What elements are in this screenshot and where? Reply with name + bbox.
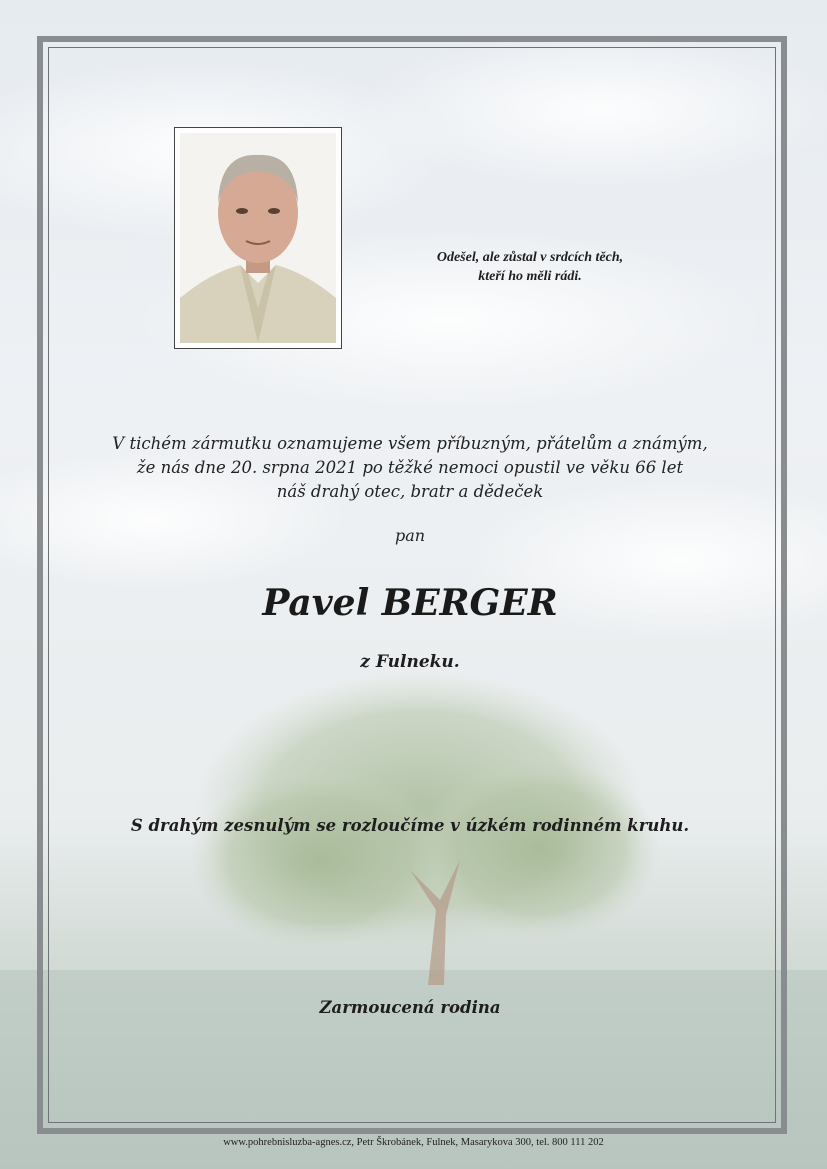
honorific: pan: [394, 526, 426, 545]
deceased-origin: z Fulneku.: [360, 652, 460, 672]
motto-line: Odešel, ale zůstal v srdcích těch,: [436, 250, 624, 265]
family-signature: Zarmoucená rodina: [319, 998, 501, 1017]
portrait-photo: [174, 127, 342, 349]
farewell-notice: S drahým zesnulým se rozloučíme v úzkém rodinném kruhu.: [130, 816, 690, 835]
footer-contact: www.pohrebnisluzba-agnes.cz, Petr Škrobánek, Fulnek, Masarykova 300, tel. 800 111 202: [223, 1137, 604, 1148]
announcement-line: náš drahý otec, bratr a dědeček: [276, 482, 544, 501]
deceased-name: Pavel BERGER: [262, 582, 558, 624]
motto-line: kteří ho měli rádi.: [478, 269, 582, 284]
announcement-line: že nás dne 20. srpna 2021 po těžké nemoci opustil ve věku 66 let: [136, 458, 684, 477]
announcement-text: [60, 432, 760, 504]
portrait-image: [180, 133, 336, 343]
announcement-line: V tichém zármutku oznamujeme všem příbuzným, přátelům a známým,: [112, 434, 708, 453]
memorial-motto: [380, 248, 680, 286]
